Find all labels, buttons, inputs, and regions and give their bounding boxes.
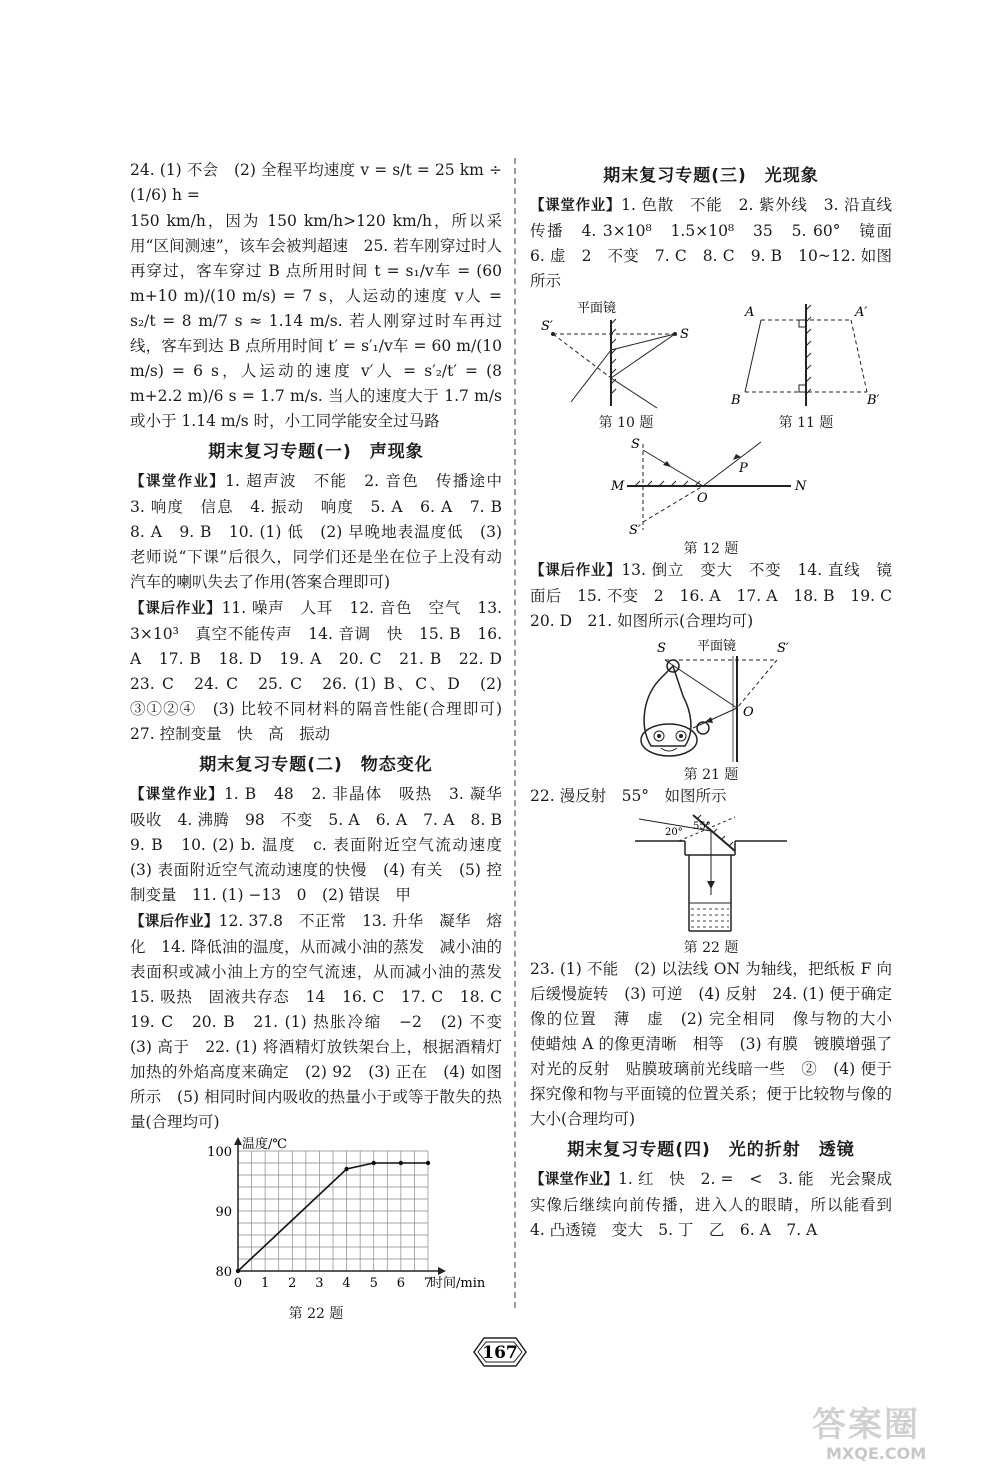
- sound-homework-text: 11. 噪声 人耳 12. 音色 空气 13. 3×10³ 真空不能传声 14. 音调 快 15. B 16. A 17. B 18. D 19. A 20. C 21. B 22. D 23. C 24. C 25. C 26. (1) B、C、D (2) ③①②④ (3) 比较不同材料的隔音性能(合理即可) 27. 控制变量 快 高 振动: [130, 599, 518, 743]
- y-tick-label: 80: [215, 1265, 232, 1280]
- refraction-classwork: [530, 1167, 908, 1243]
- section-title-sound: 期末复习专题(一) 声现象: [208, 442, 424, 462]
- sound-classwork: [130, 469, 518, 595]
- x-axis-arrow: [438, 1267, 446, 1275]
- x-tick-label: 4: [342, 1276, 351, 1291]
- left-column: [130, 158, 518, 1323]
- section-title-light: 期末复习专题(三) 光现象: [603, 166, 819, 186]
- page-number: 167: [482, 1343, 518, 1363]
- fig12-diagram: [601, 434, 821, 538]
- fig12-caption: 第 12 题: [683, 541, 739, 557]
- fig21: [621, 636, 801, 764]
- y-axis-arrow: [234, 1137, 242, 1145]
- state-homework-text: 12. 37.8 不正常 13. 升华 凝华 熔化 14. 降低油的温度，从而减小油的蒸发 减小油的表面积或减小油上方的空气流速，从而减小油的蒸发 15. 吸热 固液共存态 14 16. C 17. C 18. C 19. C 20. B 21. (1) 热胀冷缩 −2 (2) 不变 (3) 高于 22. (1) 将酒精灯放铁架台上，根据酒精灯加热的外焰高度来确定 (2) 92 (3) 正在 (4) 如图所示 (5) 相同时间内吸收的热量小于或等于散失的热量(合理均可): [130, 912, 518, 1131]
- classwork-tag: 【课堂作业】: [130, 474, 226, 490]
- fig10-s-prime: S′: [541, 319, 553, 334]
- fig21-o: O: [743, 705, 754, 720]
- fig21-caption: 第 21 题: [683, 767, 739, 783]
- sound-homework: [130, 596, 518, 747]
- fig10-caption: 第 10 题: [598, 415, 654, 431]
- x-tick-label: 3: [315, 1276, 324, 1291]
- refraction-classwork-text: 1. 红 快 2. = < 3. 能 光会聚成实像后继续向前传播，进入人的眼睛，所以能看到 4. 凸透镜 变大 5. 丁 乙 6. A 7. A: [530, 1170, 908, 1239]
- fig22: [631, 811, 791, 937]
- q22-answer: 22. 漫反射 55° 如图所示: [530, 787, 727, 805]
- fig22-angle-55: 55°: [693, 821, 711, 832]
- q23-24-answer: 23. (1) 不能 (2) 以法线 ON 为轴线，把纸板 F 向后缓慢旋转 (3) 可逆 (4) 反射 24. (1) 便于确定像的位置 薄 虚 (2) 完全相同 像与物的大小 使蜡烛 A 的像更清晰 相等 (3) 有膜 镀膜增强了对光的反射 贴膜玻璃前光线暗一些 ② (4) 便于探究像和物与平面镜的位置关系；便于比较物与像的大小(合理均可): [530, 960, 908, 1128]
- classwork-tag: 【课堂作业】: [530, 198, 622, 214]
- fig21-s-prime: S′: [777, 641, 789, 656]
- chart-caption: 第 22 题: [288, 1306, 344, 1322]
- fig22-diagram: [631, 811, 791, 937]
- x-tick-label: 7: [423, 1276, 433, 1291]
- fig21-s: S: [657, 641, 666, 656]
- fig11-caption: 第 11 题: [778, 415, 834, 431]
- x-tick-label: 1: [261, 1276, 270, 1291]
- data-point: [399, 1161, 403, 1165]
- q24-line: 24. (1) 不会 (2) 全程平均速度 v = s/t = 25 km ÷ (1/6) h =: [130, 161, 502, 204]
- data-point: [236, 1269, 240, 1273]
- x-tick-label: 0: [233, 1276, 243, 1291]
- fig10-11-row: [541, 298, 881, 432]
- data-point: [426, 1161, 430, 1165]
- watermark-logo: [812, 1405, 987, 1465]
- fig11-a: A: [745, 305, 755, 320]
- fig10-mirror-label: 平面镜: [577, 301, 617, 316]
- fig21-mirror-label: 平面镜: [697, 639, 737, 654]
- classwork-tag: 【课堂作业】: [530, 1172, 619, 1188]
- fig12-p: P: [739, 461, 748, 476]
- y-axis-label: 温度/℃: [242, 1137, 287, 1152]
- section-title-refraction: 期末复习专题(四) 光的折射 透镜: [567, 1140, 855, 1160]
- fig22-caption: 第 22 题: [683, 940, 739, 956]
- x-tick-label: 6: [396, 1276, 405, 1291]
- light-homework-text: 13. 倒立 变大 不变 14. 直线 镜面后 15. 不变 2 16. A 17. A 18. B 19. C 20. D 21. 如图所示(合理均可): [530, 561, 908, 630]
- sound-classwork-text: 1. 超声波 不能 2. 音色 传播途中 3. 响度 信息 4. 振动 响度 5. A 6. A 7. B 8. A 9. B 10. (1) 低 (2) 早晚地表温度低 (3) 老师说“下课”后很久，同学们还是坐在位子上没有动 汽车的喇叭失去了作用(答案合理即可): [130, 472, 518, 591]
- fig22-angle-20: 20°: [665, 827, 683, 838]
- fig11: [731, 298, 881, 432]
- fig12-n: N: [795, 479, 807, 494]
- y-tick-label: 90: [215, 1205, 232, 1220]
- fig12: [601, 434, 821, 538]
- homework-tag: 【课后作业】: [530, 563, 622, 579]
- data-point: [344, 1167, 348, 1171]
- fig12-o: O: [697, 491, 708, 506]
- watermark-main: 答案圈: [812, 1405, 920, 1445]
- page-number-shape: [470, 1334, 530, 1370]
- y-tick-label: 100: [207, 1145, 232, 1160]
- x-tick-label: 5: [369, 1276, 378, 1291]
- fig11-b: B: [731, 393, 741, 408]
- temperature-chart: [166, 1137, 486, 1303]
- x-tick-label: 2: [288, 1276, 297, 1291]
- light-classwork-text: 1. 色散 不能 2. 紫外线 3. 沿直线传播 4. 3×10⁸ 1.5×10⁸ 35 5. 60° 镜面 6. 虚 2 不变 7. C 8. C 9. B 10~12. 如图所示: [530, 196, 908, 290]
- state-classwork-text: 1. B 48 2. 非晶体 吸热 3. 凝华 吸收 4. 沸腾 98 不变 5. A 6. A 7. A 8. B 9. B 10. (2) b. 温度 c. 表面附近空气流动速度 (3) 表面附近空气流动速度的快慢 (4) 有关 (5) 控制变量 11. (1) −13 0 (2) 错误 甲: [130, 785, 518, 904]
- fig11-b-prime: B′: [867, 393, 880, 408]
- section-title-state-change: 期末复习专题(二) 物态变化: [199, 755, 433, 775]
- fig12-s-prime: S′: [629, 523, 641, 538]
- fig10-s: S: [680, 327, 689, 342]
- fig10: [541, 298, 711, 432]
- page-number-badge: [470, 1334, 530, 1370]
- fig10-diagram: [541, 298, 711, 410]
- x-axis-label: 时间/min: [430, 1276, 486, 1291]
- light-classwork: [530, 193, 908, 294]
- classwork-tag: 【课堂作业】: [130, 787, 224, 803]
- right-column: [530, 158, 908, 1244]
- state-classwork: [130, 782, 518, 908]
- data-point: [372, 1161, 376, 1165]
- light-homework: [530, 558, 908, 634]
- watermark-sub: MXQE.COM: [826, 1444, 927, 1463]
- fig21-diagram: [621, 636, 801, 764]
- q24-25-answer: 150 km/h，因为 150 km/h>120 km/h，所以采用“区间测速”，该车会被判超速 25. 若车刚穿过时人再穿过，客车穿过 B 点所用时间 t = s₁/v车 = (60 m+10 m)/(10 m/s) = 7 s，人运动的速度 v人 = s₂/t = 8 m/7 s ≈ 1.14 m/s. 若人刚穿过时车再过线，客车到达 B 点所用时间 t′ = s′₁/v车 = 60 m/(10 m/s) = 6 s，人运动的速度 v′人 = s′₂/t′ = (8 m+2.2 m)/6 s = 1.7 m/s. 当人的速度大于 1.7 m/s 或小于 1.14 m/s 时，小工同学能安全过马路: [130, 212, 502, 430]
- fig11-a-prime: A′: [855, 305, 868, 320]
- fig12-s: S: [631, 437, 640, 452]
- homework-tag: 【课后作业】: [130, 601, 222, 617]
- temperature-chart-figure: [166, 1137, 486, 1303]
- column-divider: [514, 158, 516, 1308]
- homework-tag: 【课后作业】: [130, 914, 219, 930]
- fig12-m: M: [611, 479, 625, 494]
- state-homework: [130, 909, 518, 1135]
- fig11-diagram: [731, 298, 881, 410]
